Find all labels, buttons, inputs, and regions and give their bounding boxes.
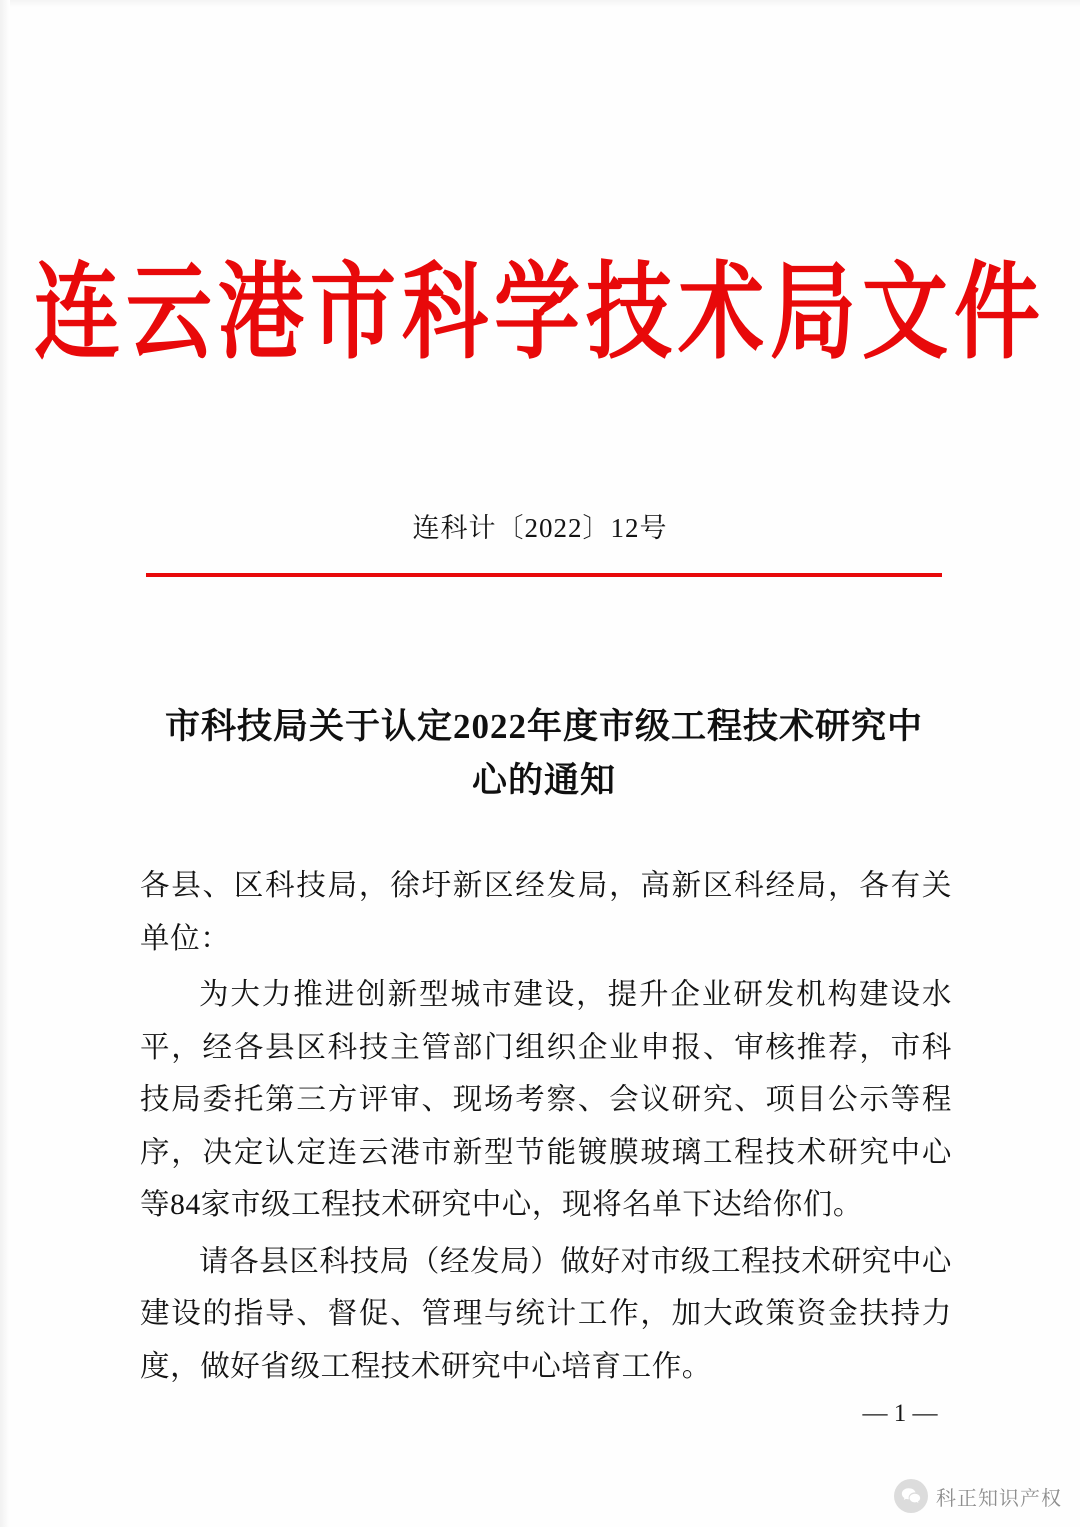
page-title: 市科技局关于认定2022年度市级工程技术研究中心的通知 (164, 707, 923, 801)
page-number: — 1 — (862, 1400, 938, 1427)
body-paragraph-2: 请各县区科技局（经发局）做好对市级工程技术研究中心建设的指导、督促、管理与统计工作，加大政策资金扶持力度，做好省级工程技术研究中心培育工作。 (140, 1245, 952, 1383)
scan-edge-top (0, 0, 1080, 8)
body-paragraph-1: 为大力推进创新型城市建设，提升企业研发机构建设水平，经各县区科技主管部门组织企业申报、审核推荐，市科技局委托第三方评审、现场考察、会议研究、项目公示等程序，决定认定连云港市新型节能镀膜玻璃工程技术研究中心等84家市级工程技术研究中心，现将名单下达给你们。 (140, 979, 952, 1221)
issuing-authority-title: 连云港市科学技术局文件 (34, 254, 1046, 372)
document-body (140, 860, 952, 1397)
red-divider-rule (146, 573, 942, 577)
scan-edge-left (0, 0, 10, 1527)
watermark-badge (894, 1479, 1062, 1513)
salutation-line: 各县、区科技局，徐圩新区经发局，高新区科经局，各有关单位： (140, 870, 952, 955)
document-number: 连科计〔2022〕12号 (412, 513, 668, 543)
wechat-icon (894, 1479, 928, 1513)
watermark-label: 科正知识产权 (936, 1487, 1062, 1510)
document-masthead (0, 254, 1080, 372)
